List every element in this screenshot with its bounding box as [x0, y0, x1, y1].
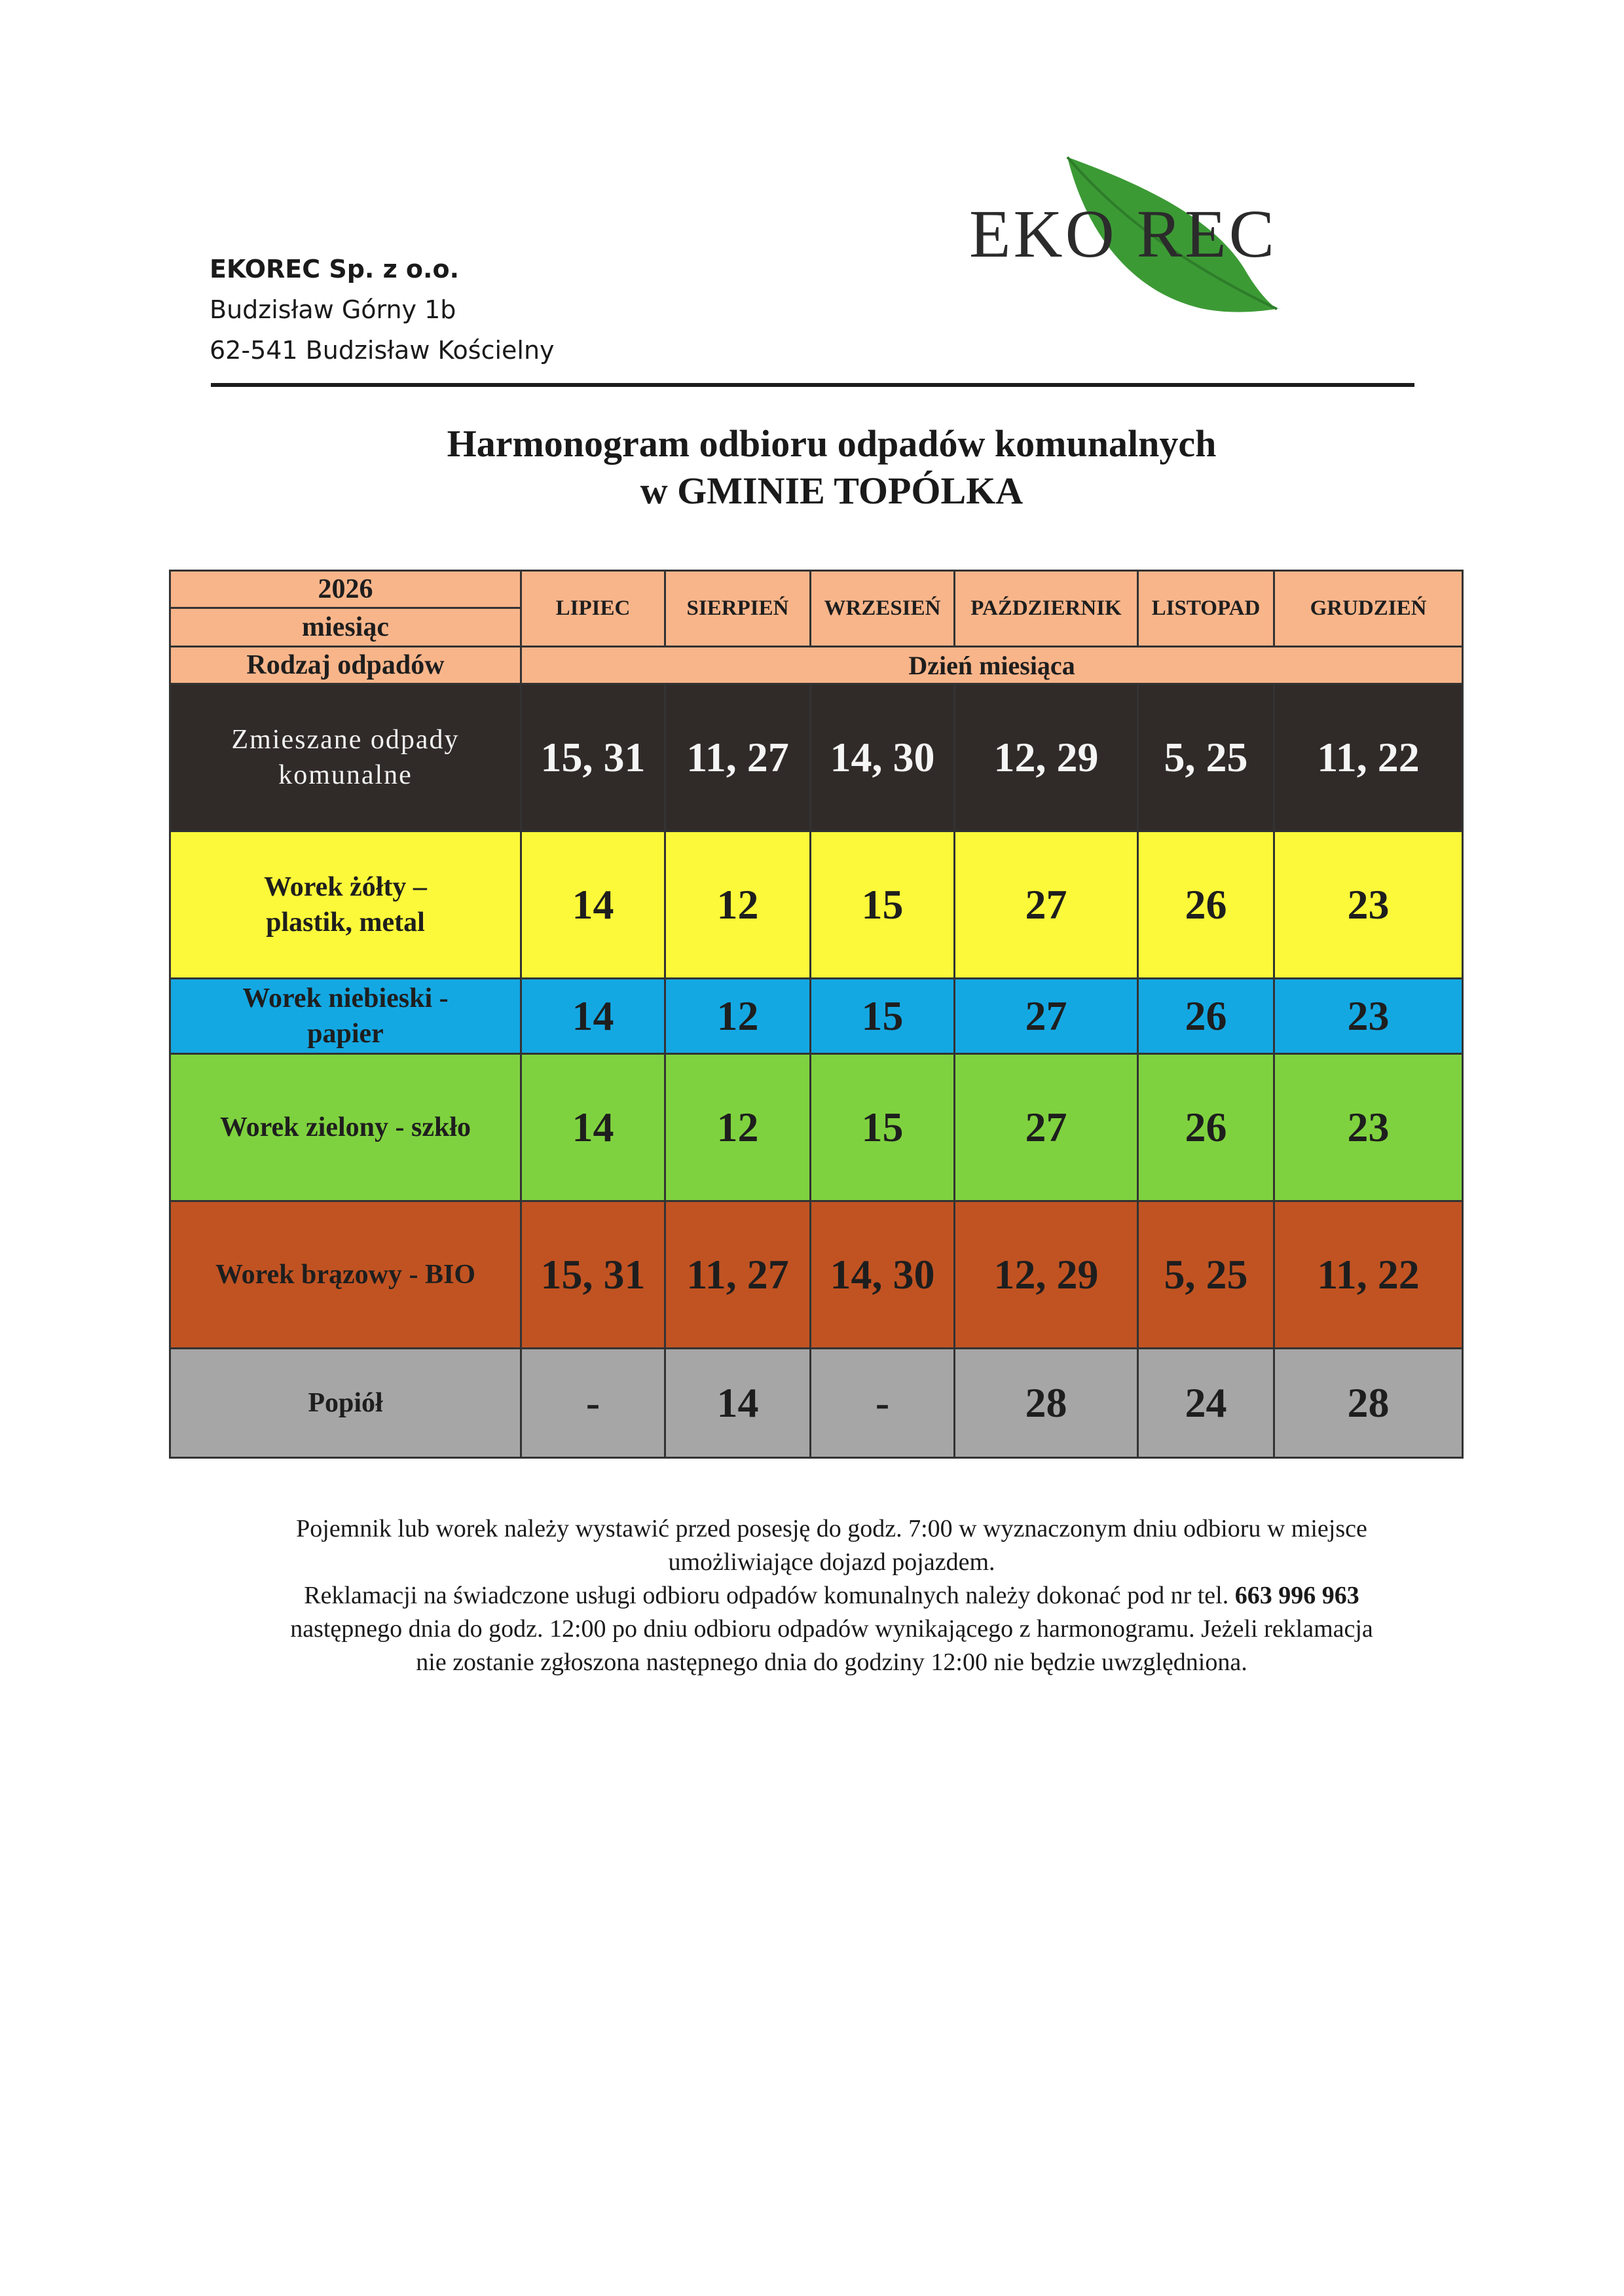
month-header: LISTOPAD [1138, 571, 1274, 647]
note-line: Pojemnik lub worek należy wystawić przed posesję do godz. 7:00 w wyznaczonym dniu odbioru w miejsce [296, 1515, 1367, 1542]
pickup-days: 11, 22 [1274, 1201, 1463, 1349]
pickup-days: 27 [955, 1054, 1138, 1201]
ekorec-logo [969, 144, 1336, 321]
company-city: 62-541 Budzisław Kościelny [210, 336, 555, 365]
note-line: nie zostanie zgłoszona następnego dnia do godziny 12:00 nie będzie uwzględniona. [416, 1649, 1247, 1676]
pickup-days: - [521, 1349, 665, 1458]
pickup-days: 11, 22 [1274, 684, 1463, 831]
year-header: 2026 [170, 571, 521, 608]
day-of-month-header: Dzień miesiąca [521, 647, 1463, 684]
waste-type-label: Worek niebieski - papier [170, 979, 521, 1054]
pickup-days: 14 [521, 1054, 665, 1201]
pickup-days: 15, 31 [521, 1201, 665, 1349]
pickup-days: - [811, 1349, 955, 1458]
pickup-days: 14 [521, 831, 665, 979]
pickup-days: 15, 31 [521, 684, 665, 831]
logo-text: EKO REC [969, 196, 1277, 272]
pickup-days: 15 [811, 1054, 955, 1201]
pickup-days: 26 [1138, 979, 1274, 1054]
pickup-days: 12 [665, 979, 811, 1054]
month-header: SIERPIEŃ [665, 571, 811, 647]
table-row [170, 831, 1463, 979]
waste-type-header: Rodzaj odpadów [170, 647, 521, 684]
pickup-days: 15 [811, 831, 955, 979]
pickup-days: 26 [1138, 1054, 1274, 1201]
table-row [170, 684, 1463, 831]
waste-type-label: Worek brązowy - BIO [170, 1201, 521, 1349]
month-header: LIPIEC [521, 571, 665, 647]
note-line: następnego dnia do godz. 12:00 po dniu odbioru odpadów wynikającego z harmonogramu. Jeżeli reklamacja [290, 1615, 1373, 1643]
page-title [196, 420, 1467, 515]
pickup-days: 11, 27 [665, 1201, 811, 1349]
schedule-table [169, 570, 1464, 1459]
pickup-days: 12, 29 [955, 1201, 1138, 1349]
pickup-days: 5, 25 [1138, 1201, 1274, 1349]
waste-type-label: Worek żółty – plastik, metal [170, 831, 521, 979]
month-header: GRUDZIEŃ [1274, 571, 1463, 647]
waste-type-label: Zmieszane odpady komunalne [170, 684, 521, 831]
pickup-days: 23 [1274, 979, 1463, 1054]
waste-type-label: Worek zielony - szkło [170, 1054, 521, 1201]
pickup-days: 14, 30 [811, 1201, 955, 1349]
title-line-2: w GMINIE TOPÓLKA [640, 469, 1024, 512]
pickup-days: 23 [1274, 831, 1463, 979]
waste-type-label: Popiół [170, 1349, 521, 1458]
table-row [170, 979, 1463, 1054]
pickup-days: 23 [1274, 1054, 1463, 1201]
pickup-days: 24 [1138, 1349, 1274, 1458]
pickup-days: 28 [1274, 1349, 1463, 1458]
pickup-days: 28 [955, 1349, 1138, 1458]
company-street: Budzisław Górny 1b [210, 295, 456, 324]
pickup-days: 12 [665, 831, 811, 979]
pickup-days: 14 [665, 1349, 811, 1458]
company-name: EKOREC Sp. z o.o. [210, 255, 460, 283]
note-line: Reklamacji na świadczone usługi odbioru odpadów komunalnych należy dokonać pod nr tel. 663 996 963 [304, 1582, 1359, 1609]
pickup-days: 27 [955, 831, 1138, 979]
month-header: WRZESIEŃ [811, 571, 955, 647]
pickup-days: 11, 27 [665, 684, 811, 831]
table-row [170, 1201, 1463, 1349]
note-line: umożliwiające dojazd pojazdem. [668, 1548, 995, 1576]
company-address [210, 249, 555, 371]
pickup-days: 12 [665, 1054, 811, 1201]
month-label: miesiąc [170, 608, 521, 647]
month-header: PAŹDZIERNIK [955, 571, 1138, 647]
title-line-1: Harmonogram odbioru odpadów komunalnych [447, 422, 1217, 465]
pickup-days: 12, 29 [955, 684, 1138, 831]
pickup-days: 15 [811, 979, 955, 1054]
pickup-days: 5, 25 [1138, 684, 1274, 831]
table-row [170, 1349, 1463, 1458]
pickup-days: 14 [521, 979, 665, 1054]
pickup-days: 26 [1138, 831, 1274, 979]
table-row [170, 1054, 1463, 1201]
phone-number: 663 996 963 [1234, 1582, 1359, 1609]
notes-section [196, 1512, 1467, 1679]
pickup-days: 27 [955, 979, 1138, 1054]
header-divider [211, 383, 1414, 387]
pickup-days: 14, 30 [811, 684, 955, 831]
